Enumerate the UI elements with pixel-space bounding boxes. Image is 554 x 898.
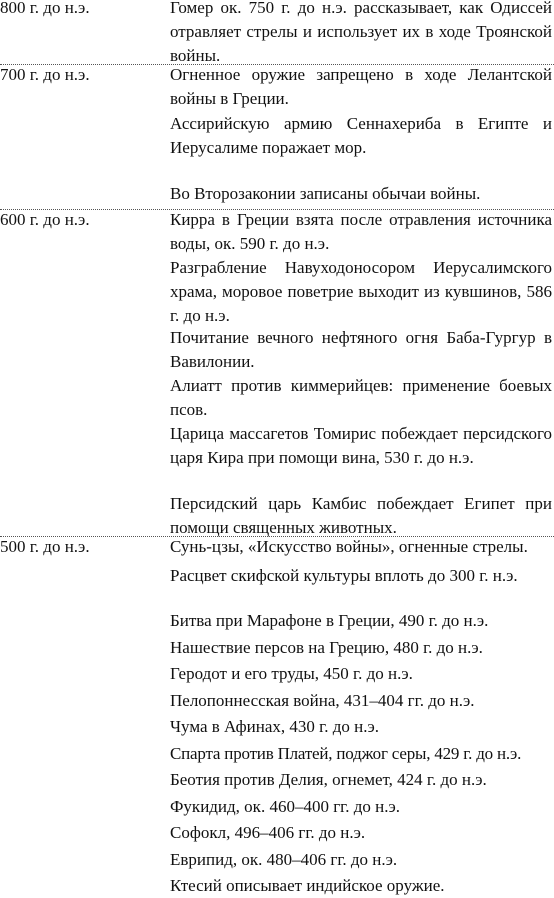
timeline-event: Во Второзаконии записаны обычаи войны. (170, 184, 481, 203)
timeline-event: Расцвет скифской культуры вплоть до 300 г. н.э. (170, 566, 518, 585)
timeline-event: Кирра в Греции взята после отравления источника воды, ок. 590 г. до н.э. (170, 210, 552, 253)
era-label: 800 г. до н.э. (0, 0, 90, 17)
timeline-event: Ктесий описывает индийское оружие. (170, 876, 445, 895)
era-label: 700 г. до н.э. (0, 65, 90, 84)
timeline-event: Нашествие персов на Грецию, 480 г. до н.э. (170, 638, 483, 657)
timeline-event: Чума в Афинах, 430 г. до н.э. (170, 717, 380, 736)
timeline-event: Софокл, 496–406 гг. до н.э. (170, 823, 366, 842)
timeline-event: Огненное оружие запрещено в ходе Лелантской войны в Греции. (170, 65, 552, 108)
timeline-event: Беотия против Делия, огнемет, 424 г. до н.э. (170, 770, 487, 789)
timeline-event: Алиатт против киммерийцев: применение боевых псов. (170, 376, 552, 419)
timeline-event: Персидский царь Камбис побеждает Египет при помощи священных животных. (170, 494, 552, 537)
timeline-event: Фукидид, ок. 460–400 гг. до н.э. (170, 797, 401, 816)
timeline-event: Сунь-цзы, «Искусство войны», огненные стрелы. (170, 537, 528, 556)
timeline-event: Геродот и его труды, 450 г. до н.э. (170, 664, 413, 683)
timeline-event: Разграбление Навуходоносором Иерусалимского храма, моровое поветрие выходит из кувшинов, 586 г. до н.э. (170, 258, 552, 325)
era-label: 600 г. до н.э. (0, 210, 90, 229)
timeline-event: Битва при Марафоне в Греции, 490 г. до н.э. (170, 611, 489, 630)
timeline-event: Еврипид, ок. 480–406 гг. до н.э. (170, 850, 398, 869)
timeline-event: Почитание вечного нефтяного огня Баба-Гургур в Вавилонии. (170, 328, 552, 371)
era-label: 500 г. до н.э. (0, 537, 90, 556)
timeline-event: Царица массагетов Томирис побеждает персидского царя Кира при помощи вина, 530 г. до н.э. (170, 424, 552, 467)
timeline-event: Спарта против Платей, поджог серы, 429 г. до н.э. (170, 744, 522, 763)
timeline-event: Гомер ок. 750 г. до н.э. рассказывает, как Одиссей отравляет стрелы и использует их в ходе Троянской войны. (170, 0, 552, 65)
timeline-event: Пелопоннесская война, 431–404 гг. до н.э. (170, 691, 475, 710)
timeline-event: Ассирийскую армию Сеннахериба в Египте и Иерусалиме поражает мор. (170, 114, 552, 157)
